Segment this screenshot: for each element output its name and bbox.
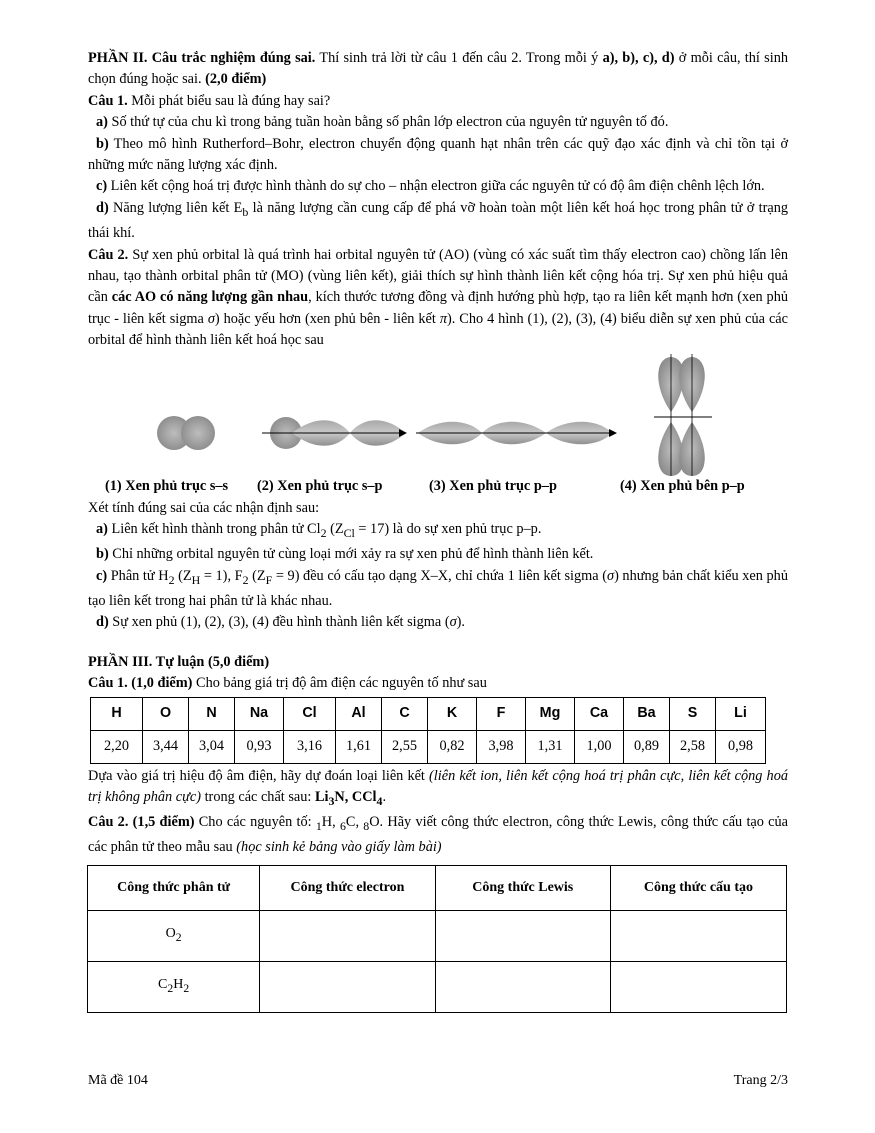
item-letter: b) [96, 135, 109, 152]
item-letter: d) [96, 614, 109, 631]
electronegativity-value-cell: 0,82 [428, 730, 477, 763]
electronegativity-value-cell: 0,93 [235, 730, 284, 763]
p3-q2-note: (học sinh kẻ bảng vào giấy làm bài) [236, 839, 442, 856]
electronegativity-value-cell: 1,31 [526, 730, 575, 763]
electronegativity-value-cell: 3,44 [143, 730, 189, 763]
q2-text-2: , kích thước tương đồng và định hướng phù hợp, tạo ra liên kết mạnh hơn (xen phủ trục - liên kết sigma [88, 289, 789, 327]
electronegativity-value-cell: 0,89 [624, 730, 670, 763]
part2-intro-text: Thí sinh trả lời từ câu 1 đến câu 2. Trong mỗi ý [315, 50, 603, 66]
item-text: Phân tử $H_2$ $(Z_H = 1)$, $F_2$ $(Z_F = 9)$ đều có cấu tạo dạng X–X, chỉ chứa 1 liên kết sigma (σ) nhưng bản chất kiểu xen phủ tạo liên kết trong hai phân tử là khác nhau. [88, 567, 788, 609]
sigma-symbol: σ [207, 310, 215, 327]
q2-item-b [88, 544, 788, 565]
electronegativity-value-cell: 2,58 [670, 730, 716, 763]
formula-header-cell: Công thức electron [260, 865, 435, 910]
item-text: Chỉ những orbital nguyên tử cùng loại mới xảy ra sự xen phủ để hình thành liên kết. [108, 546, 594, 563]
item-text: Sự xen phủ (1), (2), (3), (4) đều hình thành liên kết sigma (σ). [108, 614, 465, 631]
electronegativity-value-cell: 3,98 [477, 730, 526, 763]
ss-overlap-figure [157, 416, 215, 450]
pi-symbol: π [439, 310, 447, 327]
q2-stem [88, 245, 788, 352]
item-letter: a) [96, 520, 108, 537]
exam-page [88, 48, 788, 1013]
item-letter: c) [96, 178, 108, 195]
p3-q1-stem [88, 673, 788, 694]
element-symbol-cell: Ca [575, 697, 624, 730]
element-symbol-cell: O [143, 697, 189, 730]
electronegativity-value-cell: 1,00 [575, 730, 624, 763]
element-symbol-cell: Li [716, 697, 766, 730]
answer-cell[interactable] [260, 910, 435, 961]
electronegativity-value-cell: 2,20 [91, 730, 143, 763]
item-text: Năng lượng liên kết E [108, 199, 243, 216]
formula-row [88, 961, 787, 1012]
electronegativity-value-cell: 2,55 [382, 730, 428, 763]
q2-item-a [88, 519, 788, 544]
p3-q1-label: Câu 1. (1,0 điểm) [88, 675, 193, 692]
q1-stem [88, 91, 788, 112]
figure-captions [88, 476, 788, 498]
q1-item-a [88, 112, 788, 133]
q2-item-d [88, 612, 788, 633]
p3-q2-label: Câu 2. (1,5 điểm) [88, 814, 195, 831]
q1-item-b [88, 134, 788, 177]
answer-cell[interactable] [610, 910, 786, 961]
formula-header-row [88, 865, 787, 910]
q2-item-c [88, 566, 788, 613]
q2-text: Sự xen phủ orbital là quá trình hai orbital nguyên tử (AO) (vùng có xác suất tìm thấy electron cao) chồng lấn lên nhau, tạo thành orbital phân tử (MO) (vùng liên kết), giải thích sự hình thành liên kết cộng hóa trị. Sự xen phủ hiệu quả cần [88, 246, 788, 306]
item-letter: a) [96, 114, 108, 131]
item-letter: d) [96, 199, 109, 216]
element-symbol-cell: Cl [284, 697, 336, 730]
p3-q2-stem [88, 812, 788, 859]
formula-table [87, 865, 787, 1013]
electronegativity-value-cell: 0,98 [716, 730, 766, 763]
element-symbol-cell: Mg [526, 697, 575, 730]
q2-text-3: ) hoặc yếu hơn (xen phủ bên - liên kết [214, 310, 440, 327]
q2-consider-text: Xét tính đúng sai của các nhận định sau: [88, 499, 320, 516]
p3-q1-after [88, 766, 788, 813]
q1-text: Mỗi phát biểu sau là đúng hay sai? [127, 92, 331, 109]
pp-axial-overlap-figure [416, 421, 616, 444]
element-symbol-cell: Na [235, 697, 284, 730]
electronegativity-value-cell: 3,16 [284, 730, 336, 763]
item-text: Liên kết cộng hoá trị được hình thành do sự cho – nhận electron giữa các nguyên tử có độ âm điện chênh lệch lớn. [107, 178, 765, 195]
compounds-bold: $Li_3N$, CCl$_4$ [314, 788, 383, 808]
part3-heading: PHẦN III. Tự luận (5,0 điểm) [88, 653, 270, 670]
electronegativity-table [90, 697, 766, 764]
electronegativity-value-cell: 3,04 [189, 730, 235, 763]
p3-q1-after-text: Dựa vào giá trị hiệu độ âm điện, hãy dự đoán loại liên kết [88, 767, 430, 784]
item-text: Liên kết hình thành trong phân tử $Cl_2$ $(Z_{Cl} = 17)$ là do sự xen phủ trục p–p. [107, 520, 542, 540]
caption-ss: (1) Xen phủ trục s–s [105, 477, 229, 494]
item-letter: c) [96, 567, 108, 584]
bond-types-italic: (liên kết ion, liên kết cộng hoá trị phân cực, liên kết cộng hoá trị không phân cực) [88, 767, 788, 805]
p3-q2-text: Cho các nguyên tố: $_1$H, $_6$C, $_8$O. Hãy viết công thức electron, công thức Lewis, công thức cấu tạo của các phân tử theo mẫu sau [88, 814, 789, 856]
item-letter: b) [96, 546, 109, 563]
part2-heading: PHẦN II. Câu trắc nghiệm đúng sai. [88, 50, 316, 66]
caption-sp: (2) Xen phủ trục s–p [257, 477, 383, 494]
part2-intro-letters: a), b), c), d) [602, 50, 675, 66]
q2-bold-text: các AO có năng lượng gần nhau [111, 289, 309, 306]
orbital-overlap-svg [88, 352, 788, 476]
q1-item-c [88, 176, 788, 197]
q1-label: Câu 1. [88, 92, 128, 109]
q2-text-4: ). Cho 4 hình (1), (2), (3), (4) biểu diễn sự xen phủ của các orbital để hình thành liên kết hoá học sau [88, 310, 788, 349]
caption-pp-side: (4) Xen phủ bên p–p [620, 477, 745, 494]
element-symbol-cell: Al [336, 697, 382, 730]
value-row [91, 730, 766, 763]
element-symbol-cell: Ba [624, 697, 670, 730]
part2-points: (2,0 điểm) [205, 71, 267, 88]
formula-row [88, 910, 787, 961]
element-row [91, 697, 766, 730]
molecule-cell: $C_2H_2$ [88, 961, 260, 1012]
item-text: Số thứ tự của chu kì trong bảng tuần hoàn bằng số phân lớp electron của nguyên tử nguyên tố đó. [107, 114, 669, 131]
answer-cell[interactable] [435, 910, 610, 961]
element-symbol-cell: N [189, 697, 235, 730]
p3-q1-text: Cho bảng giá trị độ âm điện các nguyên tố như sau [192, 675, 487, 692]
answer-cell[interactable] [610, 961, 786, 1012]
formula-header-cell: Công thức cấu tạo [610, 865, 786, 910]
formula-header-cell: Công thức Lewis [435, 865, 610, 910]
sp-overlap-figure [262, 417, 406, 449]
element-symbol-cell: C [382, 697, 428, 730]
electronegativity-value-cell: 1,61 [336, 730, 382, 763]
orbital-overlap-figure [88, 352, 788, 476]
item-subscript: b [242, 204, 249, 219]
item-text-2: là năng lượng cần cung cấp để phá vỡ hoàn toàn một liên kết hoá học trong phân tử ở trạng thái khí. [88, 199, 788, 242]
element-symbol-cell: K [428, 697, 477, 730]
formula-header-cell: Công thức phân tử [88, 865, 260, 910]
element-symbol-cell: S [670, 697, 716, 730]
answer-cell[interactable] [435, 961, 610, 1012]
p3-q1-after-text-2: trong các chất sau: [201, 788, 315, 805]
footer-exam-code: Mã đề 104 [88, 1073, 148, 1088]
p3-q1-period: . [382, 788, 387, 805]
q1-item-d [88, 198, 788, 245]
caption-pp-axial: (3) Xen phủ trục p–p [429, 477, 557, 494]
element-symbol-cell: H [91, 697, 143, 730]
element-symbol-cell: F [477, 697, 526, 730]
answer-cell[interactable] [260, 961, 435, 1012]
molecule-cell: $O_2$ [88, 910, 260, 961]
pp-side-overlap-figure [654, 354, 712, 476]
item-text: Theo mô hình Rutherford–Bohr, electron chuyển động quanh hạt nhân trên các quỹ đạo xác định và chỉ tồn tại ở những mức năng lượng xác định. [88, 135, 788, 174]
part2-intro [88, 48, 788, 91]
part2-intro-text-2: ở mỗi câu, thí sinh chọn đúng hoặc sai. [88, 50, 788, 88]
q2-label: Câu 2. [88, 246, 129, 263]
footer-page-number: Trang 2/3 [733, 1073, 788, 1088]
